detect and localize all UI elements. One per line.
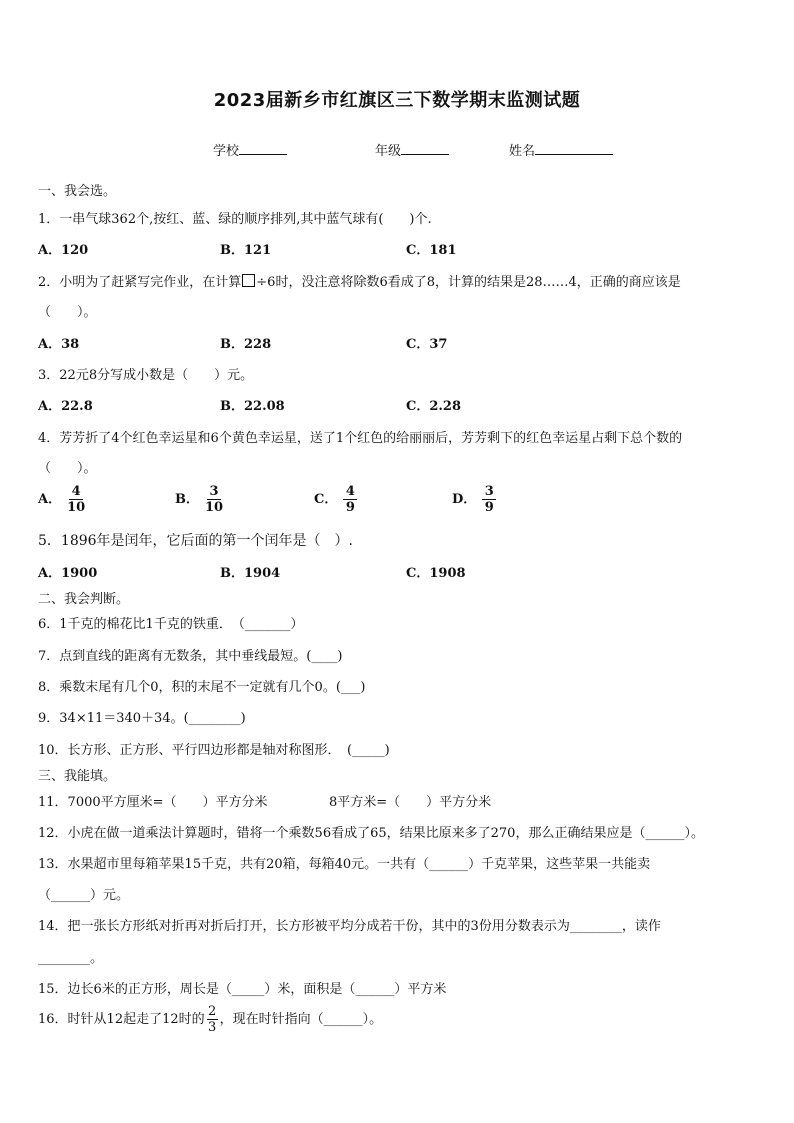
denominator: 10 <box>67 500 86 515</box>
question-3: 3．22元8分写成小数是（ ）元。 <box>38 368 254 383</box>
q4-option-a-label: A． <box>38 492 62 507</box>
question-10: 10．长方形、正方形、平行四边形都是轴对称图形． (_____) <box>38 743 390 758</box>
question-8: 8．乘数末尾有几个0，积的末尾不一定就有几个0。(___) <box>38 680 366 695</box>
section-heading-3: 三、我能填。 <box>38 769 117 784</box>
school-label: 学校 <box>213 144 240 159</box>
q5-option-b[interactable]: B．1904 <box>220 566 281 581</box>
question-2 <box>38 271 681 290</box>
q3-option-a[interactable]: A．22.8 <box>38 399 93 414</box>
q1-option-c[interactable]: C．181 <box>406 243 457 258</box>
q4-option-a[interactable] <box>38 484 85 515</box>
section-heading-2: 二、我会判断。 <box>38 592 130 607</box>
square-box-icon <box>242 274 255 287</box>
q1-option-b[interactable]: B．121 <box>220 243 272 258</box>
question-2-line2: （ ）。 <box>38 305 97 320</box>
school-blank[interactable] <box>239 142 287 155</box>
question-6: 6．1千克的棉花比1千克的铁重． （_______） <box>38 617 304 632</box>
q16-text-after: ，现在时针指向（______）。 <box>219 1012 383 1027</box>
denominator: 9 <box>484 500 494 515</box>
question-16 <box>38 1004 382 1035</box>
page-title: 2023届新乡市红旗区三下数学期末监测试题 <box>213 90 581 111</box>
question-14-line2: ________。 <box>38 951 104 966</box>
q4-option-c-label: C． <box>314 492 338 507</box>
question-13: 13．水果超市里每箱苹果15千克，共有20箱，每箱40元。一共有（______）千克苹果，这些苹果一共能卖 <box>38 857 651 872</box>
q4-option-b[interactable] <box>175 484 223 515</box>
question-14: 14．把一张长方形纸对折再对折后打开，长方形被平均分成若干份，其中的3份用分数表示为________，读作 <box>38 919 661 934</box>
fraction <box>205 484 223 515</box>
fraction <box>67 484 85 515</box>
name-blank[interactable] <box>535 142 613 155</box>
grade-blank[interactable] <box>401 142 449 155</box>
question-7: 7．点到直线的距离有无数条，其中垂线最短。(____) <box>38 649 343 664</box>
q4-option-c[interactable] <box>314 484 357 515</box>
fraction <box>207 1004 218 1035</box>
q5-option-a[interactable]: A．1900 <box>38 566 98 581</box>
numerator: 4 <box>345 484 355 499</box>
question-12: 12．小虎在做一道乘法计算题时，错将一个乘数56看成了65，结果比原来多了270，那么正确结果应是（______）。 <box>38 826 704 841</box>
q2-text-before: 2．小明为了赶紧写完作业，在计算 <box>38 275 242 290</box>
question-1: 1．一串气球362个,按红、蓝、绿的顺序排列,其中蓝气球有( )个. <box>38 212 432 227</box>
q3-option-c[interactable]: C．2.28 <box>406 399 462 414</box>
numerator: 4 <box>71 484 81 499</box>
numerator: 3 <box>209 484 219 499</box>
question-13-line2: （______）元。 <box>38 888 130 903</box>
name-field <box>509 140 613 159</box>
denominator: 10 <box>205 500 224 515</box>
q3-option-b[interactable]: B．22.08 <box>220 399 285 414</box>
q2-option-c[interactable]: C．37 <box>406 337 448 352</box>
question-9: 9．34×11＝340＋34。(________) <box>38 711 246 726</box>
q2-text-after: ÷6时，没注意将除数6看成了8，计算的结果是28……4，正确的商应该是 <box>256 275 681 290</box>
q16-text-before: 16．时针从12起走了12时的 <box>38 1012 205 1027</box>
question-11-part2: 8平方米=（ ）平方分米 <box>329 795 492 810</box>
denominator: 3 <box>208 1020 217 1035</box>
school-field <box>213 140 287 159</box>
name-label: 姓名 <box>509 144 536 159</box>
q4-option-d[interactable] <box>452 484 496 515</box>
q4-option-d-label: D． <box>452 492 477 507</box>
question-4: 4．芳芳折了4个红色幸运星和6个黄色幸运星，送了1个红色的给丽丽后，芳芳剩下的红色幸运星占剩下总个数的 <box>38 431 683 446</box>
numerator: 2 <box>208 1004 217 1019</box>
numerator: 3 <box>484 484 494 499</box>
denominator: 9 <box>345 500 355 515</box>
grade-label: 年级 <box>375 144 402 159</box>
q5-option-c[interactable]: C．1908 <box>406 566 466 581</box>
question-4-line2: （ ）。 <box>38 461 97 476</box>
fraction <box>482 484 496 515</box>
q2-option-b[interactable]: B．228 <box>220 337 272 352</box>
q1-option-a[interactable]: A．120 <box>38 243 89 258</box>
section-heading-1: 一、我会选。 <box>38 184 117 199</box>
question-11-part1: 11．7000平方厘米=（ ）平方分米 <box>38 795 268 810</box>
question-15: 15．边长6米的正方形，周长是（_____）米，面积是（______）平方米 <box>38 982 447 997</box>
question-5: 5．1896年是闰年，它后面的第一个闰年是（ ）. <box>38 533 353 549</box>
grade-field <box>375 140 449 159</box>
q2-option-a[interactable]: A．38 <box>38 337 80 352</box>
fraction <box>343 484 357 515</box>
q4-option-b-label: B． <box>175 492 199 507</box>
